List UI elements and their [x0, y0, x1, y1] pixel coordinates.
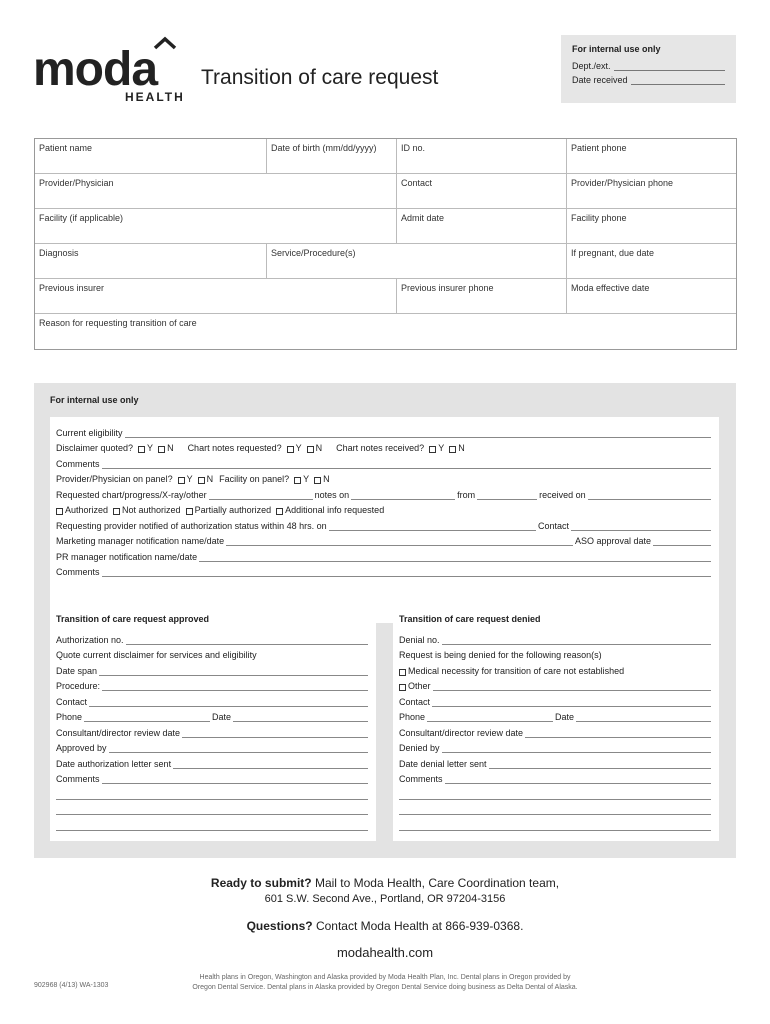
procedure-line[interactable] — [56, 676, 370, 692]
date-received-label: Date received — [572, 75, 628, 85]
pr-manager-label: PR manager notification name/date — [56, 551, 198, 562]
comments-line[interactable] — [56, 453, 713, 469]
checkbox[interactable] — [113, 508, 120, 515]
checkbox[interactable] — [276, 508, 283, 515]
denied-header: Transition of care request denied — [399, 614, 541, 624]
disclaimer-label: Disclaimer quoted? — [56, 443, 134, 453]
letter-sent-label: Date authorization letter sent — [56, 758, 172, 769]
provider-notified-label: Requesting provider notified of authorization status within 48 hrs. on — [56, 520, 327, 531]
reason-field[interactable]: Reason for requesting transition of care — [39, 318, 197, 328]
provider-notified-line[interactable] — [56, 515, 713, 531]
blank-line[interactable] — [399, 800, 713, 816]
blank-line[interactable] — [399, 784, 713, 800]
page-title: Transition of care request — [201, 66, 439, 89]
medical-necessity-line — [399, 660, 713, 676]
contact-label: Contact — [56, 696, 88, 707]
approved-header: Transition of care request approved — [56, 614, 210, 624]
current-eligibility-line[interactable] — [56, 422, 713, 438]
y-label: Y — [147, 443, 154, 453]
authorized-label: Authorized — [65, 505, 109, 515]
info-row — [35, 209, 736, 244]
checkbox[interactable] — [399, 669, 406, 676]
questions-line — [0, 919, 770, 933]
comments-line[interactable] — [56, 769, 370, 785]
comments-label: Comments — [56, 774, 100, 784]
consultant-review-label: Consultant/director review date — [56, 727, 181, 738]
denial-no-line[interactable] — [399, 629, 713, 645]
mailing-address: 601 S.W. Second Ave., Portland, OR 97204-3156 — [264, 893, 506, 905]
requested-chart-label: Requested chart/progress/X-ray/other — [56, 489, 207, 500]
authorization-status-line — [56, 500, 713, 516]
n-label: N — [458, 443, 465, 453]
comments-line[interactable] — [399, 769, 713, 785]
dob-field[interactable]: Date of birth (mm/dd/yyyy) — [267, 139, 397, 173]
y-label: Y — [295, 443, 302, 453]
info-row — [35, 174, 736, 209]
blank-line[interactable] — [399, 815, 713, 831]
facility-on-panel-label: Facility on panel? — [219, 474, 290, 484]
moda-effective-date-field[interactable]: Moda effective date — [571, 283, 650, 293]
provider-phone-field[interactable]: Provider/Physician phone — [571, 178, 674, 188]
notes-on-label: notes on — [314, 489, 350, 500]
denial-letter-line[interactable] — [399, 753, 713, 769]
denied-reasons-line — [399, 645, 713, 661]
phone-date-line[interactable] — [56, 707, 370, 723]
provider-field[interactable]: Provider/Physician — [35, 174, 397, 208]
aso-approval-label: ASO approval date — [574, 536, 651, 546]
n-label: N — [167, 443, 174, 453]
provider-on-panel-label: Provider/Physician on panel? — [56, 474, 173, 484]
comments-label: Comments — [56, 567, 100, 577]
denied-reasons-label: Request is being denied for the following reason(s) — [399, 650, 602, 660]
checkbox[interactable] — [56, 508, 63, 515]
date-span-line[interactable] — [56, 660, 370, 676]
quote-disclaimer-label: Quote current disclaimer for services and eligibility — [56, 650, 257, 660]
checkbox[interactable] — [307, 446, 314, 453]
pr-manager-line[interactable] — [56, 546, 713, 562]
marketing-manager-label: Marketing manager notification name/date — [56, 536, 225, 546]
date-received-field[interactable] — [572, 75, 725, 85]
approved-by-label: Approved by — [56, 743, 107, 753]
requested-chart-line[interactable] — [56, 484, 713, 500]
n-label: N — [323, 474, 330, 484]
contact-label: Contact — [399, 696, 431, 707]
patient-phone-field[interactable]: Patient phone — [571, 143, 627, 153]
authorization-no-line[interactable] — [56, 629, 370, 645]
ready-bold: Ready to submit? — [210, 876, 312, 890]
patient-info-table — [34, 138, 737, 350]
medical-necessity-label: Medical necessity for transition of care not established — [408, 665, 625, 676]
denied-by-label: Denied by — [399, 743, 440, 753]
internal-panel-header: For internal use only — [50, 395, 139, 405]
dept-ext-label: Dept./ext. — [572, 61, 611, 71]
logo-subtitle: HEALTH — [125, 90, 185, 104]
checkbox[interactable] — [198, 477, 205, 484]
fine-print-line: Health plans in Oregon, Washington and Alaska provided by Moda Health Plan, Inc. Dental plans in Oregon provided by — [199, 974, 571, 981]
checkbox[interactable] — [314, 477, 321, 484]
form-code: 902968 (4/13) WA-1303 — [34, 982, 109, 989]
checkbox[interactable] — [178, 477, 185, 484]
current-eligibility-label: Current eligibility — [56, 427, 123, 438]
y-label: Y — [438, 443, 445, 453]
y-label: Y — [186, 474, 193, 484]
from-label: from — [457, 489, 476, 500]
chart-notes-received-label: Chart notes received? — [336, 443, 425, 453]
moda-health-logo — [33, 34, 185, 106]
internal-use-header: For internal use only — [572, 44, 661, 54]
denial-no-label: Denial no. — [399, 634, 440, 645]
logo-wordmark: moda — [33, 43, 158, 96]
due-date-field[interactable]: If pregnant, due date — [571, 248, 655, 258]
service-procedure-field[interactable]: Service/Procedure(s) — [267, 244, 567, 278]
info-row — [35, 314, 736, 349]
consultant-review-label: Consultant/director review date — [399, 727, 524, 738]
patient-name-field[interactable]: Patient name — [35, 139, 267, 173]
disclaimer-line — [56, 438, 713, 454]
contact-line[interactable] — [56, 691, 370, 707]
phone-label: Phone — [56, 712, 83, 722]
dept-ext-field[interactable] — [572, 61, 725, 71]
internal-use-panel — [34, 383, 736, 858]
checkbox[interactable] — [449, 446, 456, 453]
blank-line[interactable] — [56, 800, 370, 816]
info-row — [35, 279, 736, 314]
phone-label: Phone — [399, 712, 426, 722]
not-authorized-label: Not authorized — [122, 505, 181, 515]
received-on-label: received on — [539, 489, 586, 500]
comments-label: Comments — [399, 774, 443, 784]
checkbox[interactable] — [138, 446, 145, 453]
fine-print-line: Oregon Dental Service. Dental plans in Alaska provided by Oregon Dental Service doing business as Delta Dental of Alaska. — [192, 984, 578, 991]
quote-disclaimer-line — [56, 645, 370, 661]
date-label: Date — [212, 712, 232, 722]
internal-use-box — [561, 35, 736, 103]
contact-label: Contact — [537, 520, 569, 531]
checkbox[interactable] — [287, 446, 294, 453]
authorization-no-label: Authorization no. — [56, 634, 124, 645]
other-label: Other — [408, 681, 431, 691]
facility-phone-field[interactable]: Facility phone — [571, 213, 627, 223]
fine-print — [150, 973, 620, 993]
consultant-review-line[interactable] — [56, 722, 370, 738]
questions-rest: Contact Moda Health at 866-939-0368. — [315, 919, 524, 933]
date-span-label: Date span — [56, 665, 98, 676]
additional-info-label: Additional info requested — [285, 505, 385, 515]
website-link[interactable]: modahealth.com — [336, 945, 434, 960]
letter-sent-line[interactable] — [56, 753, 370, 769]
denied-by-line[interactable] — [399, 738, 713, 754]
approved-by-line[interactable] — [56, 738, 370, 754]
chart-notes-requested-label: Chart notes requested? — [187, 443, 282, 453]
checkbox[interactable] — [429, 446, 436, 453]
partially-authorized-label: Partially authorized — [194, 505, 272, 515]
y-label: Y — [303, 474, 310, 484]
marketing-manager-line[interactable] — [56, 531, 713, 547]
checkbox[interactable] — [186, 508, 193, 515]
ready-to-submit — [0, 876, 770, 890]
checkbox[interactable] — [158, 446, 165, 453]
checkbox[interactable] — [399, 684, 406, 691]
id-no-field[interactable]: ID no. — [397, 139, 567, 173]
comments-line[interactable] — [56, 562, 713, 578]
procedure-label: Procedure: — [56, 681, 101, 691]
approved-box — [50, 608, 376, 841]
denial-letter-label: Date denial letter sent — [399, 758, 487, 769]
other-line[interactable] — [399, 676, 713, 692]
blank-line[interactable] — [56, 784, 370, 800]
previous-insurer-phone-field[interactable]: Previous insurer phone — [397, 279, 567, 313]
consultant-review-line[interactable] — [399, 722, 713, 738]
diagnosis-field[interactable]: Diagnosis — [35, 244, 267, 278]
contact-field[interactable]: Contact — [397, 174, 567, 208]
questions-bold: Questions? — [246, 919, 313, 933]
n-label: N — [206, 474, 214, 484]
n-label: N — [315, 443, 323, 453]
info-row — [35, 244, 736, 279]
phone-date-line[interactable] — [399, 707, 713, 723]
previous-insurer-field[interactable]: Previous insurer — [35, 279, 397, 313]
info-row — [35, 139, 736, 174]
blank-line[interactable] — [56, 815, 370, 831]
internal-checklist-box — [50, 417, 719, 623]
on-panel-line — [56, 469, 713, 485]
ready-rest: Mail to Moda Health, Care Coordination team, — [314, 876, 560, 890]
date-label: Date — [555, 712, 575, 722]
facility-field[interactable]: Facility (if applicable) — [35, 209, 397, 243]
checkbox[interactable] — [294, 477, 301, 484]
contact-line[interactable] — [399, 691, 713, 707]
admit-date-field[interactable]: Admit date — [397, 209, 567, 243]
denied-box — [393, 608, 719, 841]
comments-label: Comments — [56, 458, 100, 469]
